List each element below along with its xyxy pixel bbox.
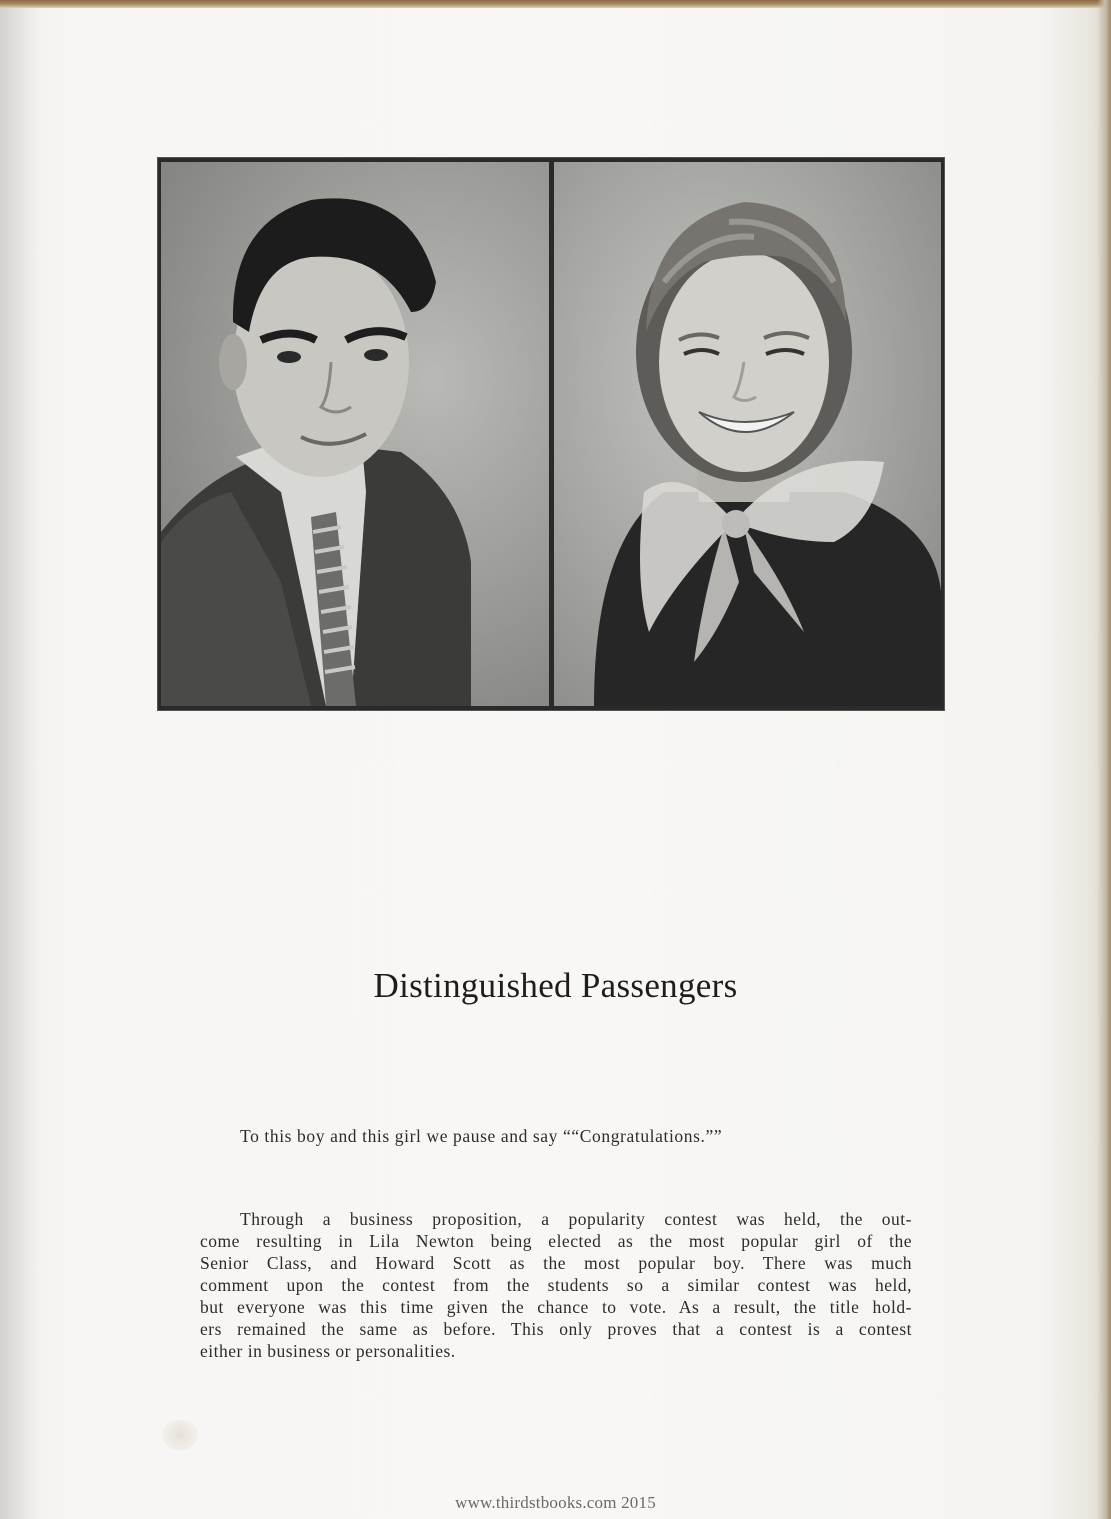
girl-portrait-illustration — [554, 162, 941, 706]
paragraph-line: Through a business proposition, a popularity contest was held, the out- — [240, 1209, 912, 1229]
paper-smudge — [162, 1420, 198, 1450]
portrait-photo-frame — [158, 158, 944, 710]
boy-portrait-illustration — [161, 162, 549, 706]
body-paragraph — [200, 1208, 912, 1362]
page-right-edge — [1097, 0, 1111, 1519]
spine-shadow — [0, 0, 40, 1519]
boy-portrait — [161, 162, 549, 706]
paragraph-line: Senior Class, and Howard Scott as the most popular boy. There was much — [200, 1253, 912, 1273]
paragraph-line: either in business or personalities. — [200, 1341, 456, 1361]
paragraph-line: come resulting in Lila Newton being elected as the most popular girl of the — [200, 1231, 912, 1251]
page-top-edge — [0, 0, 1111, 8]
intro-line: To this boy and this girl we pause and say ““Congratulations.”” — [240, 1126, 723, 1146]
paragraph-line: ers remained the same as before. This only proves that a contest is a contest — [200, 1319, 912, 1339]
page-title: Distinguished Passengers — [373, 966, 738, 1005]
watermark-footer: www.thirdstbooks.com 2015 — [455, 1493, 656, 1512]
girl-portrait — [554, 162, 941, 706]
paragraph-line: comment upon the contest from the students so a similar contest was held, — [200, 1275, 912, 1295]
paragraph-line: but everyone was this time given the chance to vote. As a result, the title hold- — [200, 1297, 912, 1317]
